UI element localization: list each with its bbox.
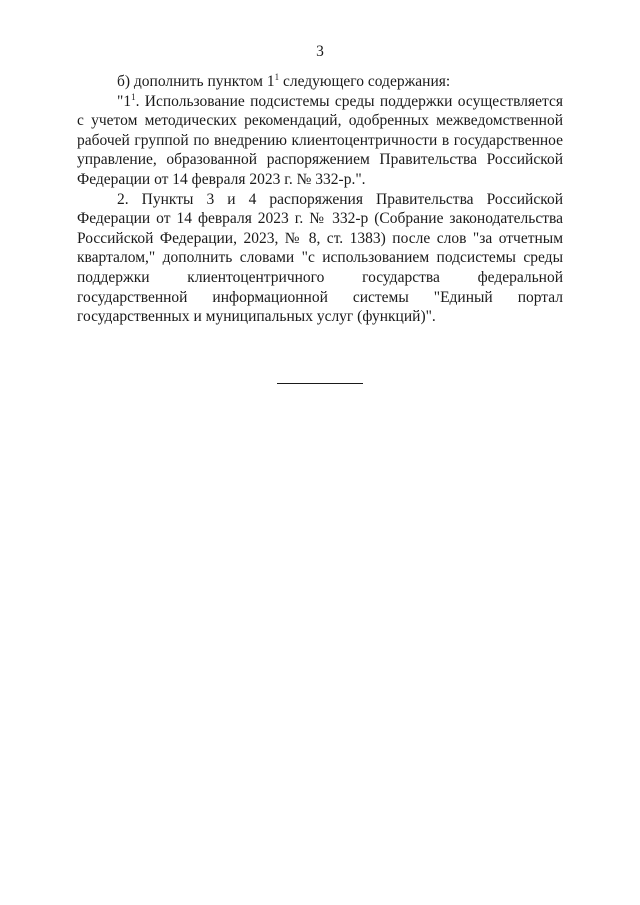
paragraph-text: следующего содержания: <box>279 73 451 90</box>
superscript: 1 <box>274 72 280 82</box>
document-body <box>77 72 563 327</box>
paragraph-text: . Использование подсистемы среды поддержки осуществляется с учетом методических рекомендаций, одобренных межведомственной рабочей группой по внедрению клиентоцентричности в государственное управление, образованной распоряжением Правительства Российской Федерации от 14 февраля 2023 г. № 332-р.". <box>77 92 563 188</box>
paragraph-item-2 <box>77 190 563 327</box>
superscript: 1 <box>131 91 136 102</box>
paragraph-clause-1-1 <box>77 92 563 190</box>
page-number: 3 <box>316 43 324 60</box>
end-separator-line <box>277 383 363 384</box>
paragraph-amendment-b <box>77 72 563 92</box>
paragraph-text: "1 <box>117 92 132 110</box>
paragraph-text: 2. Пункты 3 и 4 распоряжения Правительства Российской Федерации от 14 февраля 2023 г. № 332-р (Собрание законодательства Российской Федерации, 2023, № 8, ст. 1383) после слов "за отчетным кварталом," дополнить словами "с использованием подсистемы среды поддержки клиентоцентричного государства федеральной государственной информационной системы "Единый портал государственных и муниципальных услуг (функций)". <box>77 190 563 326</box>
paragraph-text: б) дополнить пунктом 1 <box>117 73 275 90</box>
